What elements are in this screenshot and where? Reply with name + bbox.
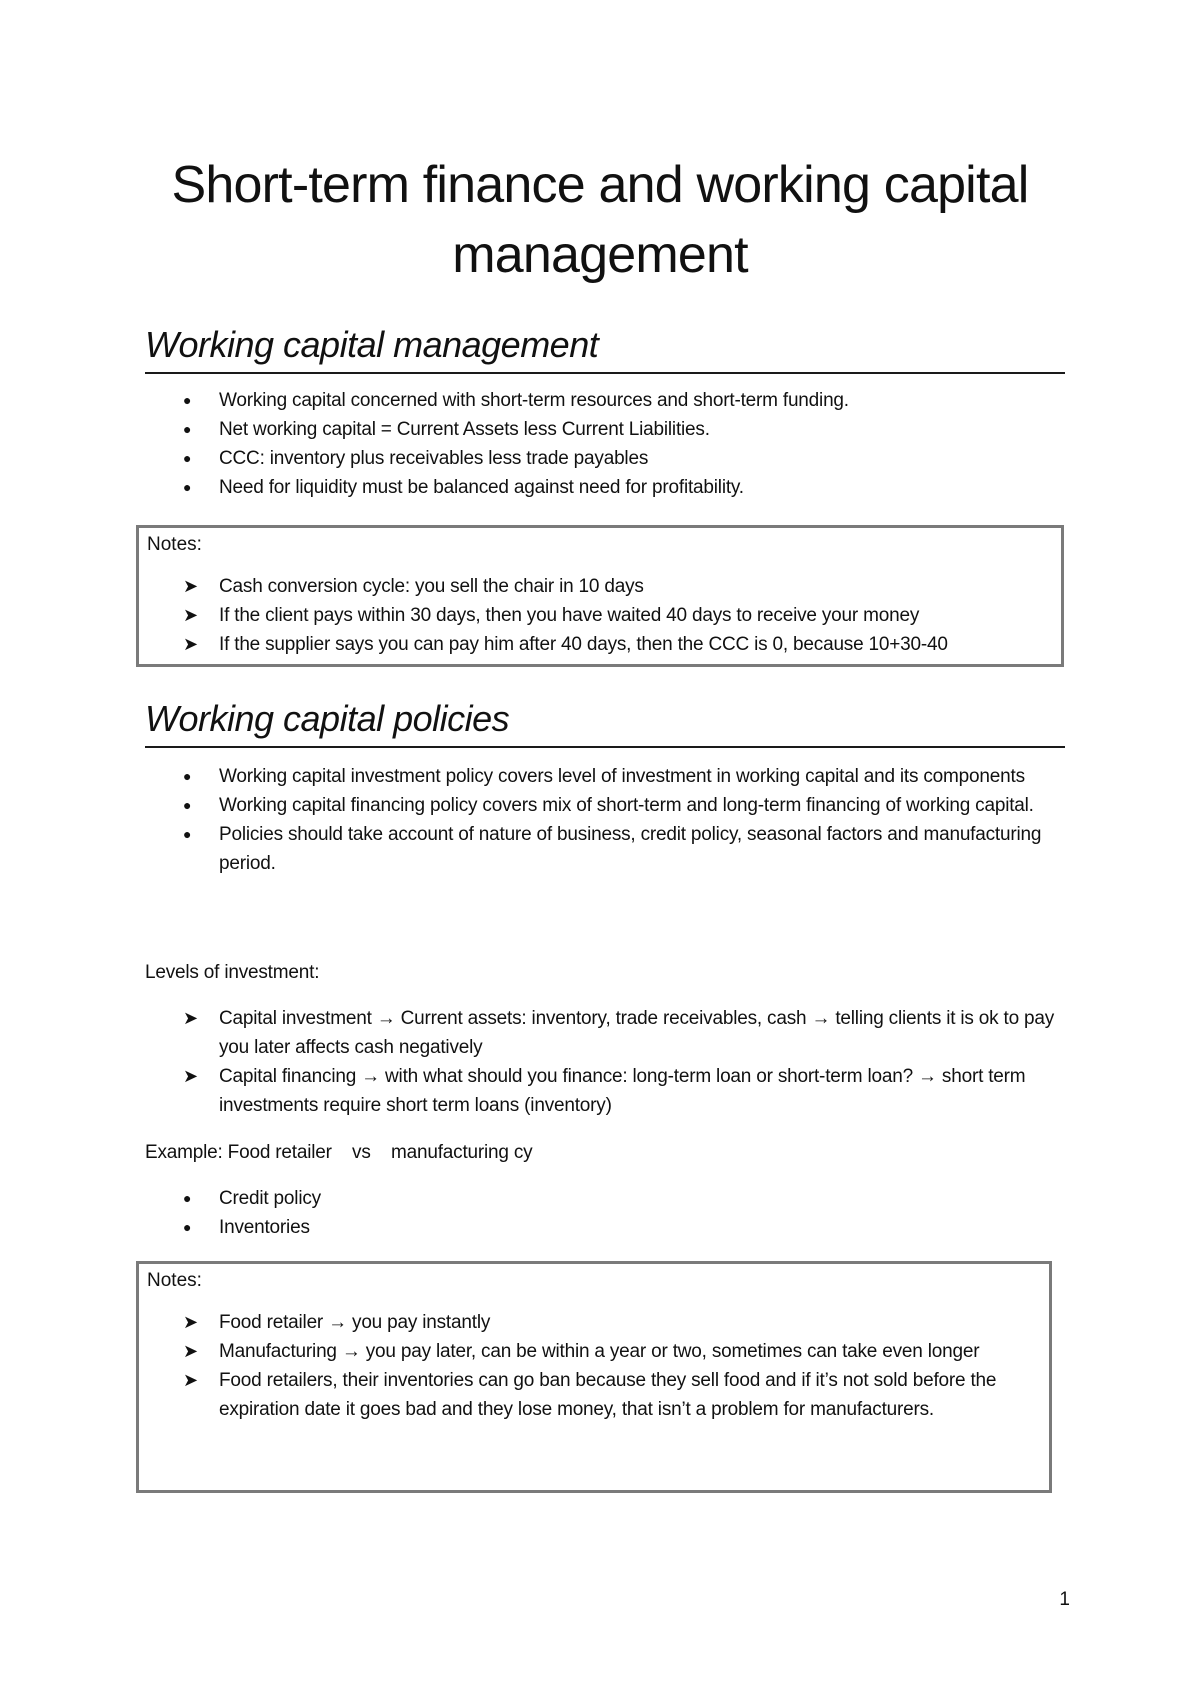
bullet-icon: ● [183,421,192,437]
list-item: ● Credit policy [145,1184,1065,1213]
list-item: ➤ Cash conversion cycle: you sell the chair in 10 days [145,572,1055,601]
arrow-bullet-icon: ➤ [183,605,198,625]
bullet-icon: ● [183,450,192,466]
notes-list [145,572,1055,659]
list-item: ➤ Capital financing → with what should you finance: long-term loan or short-term loan? → short term investments require short term loans (inventory) [145,1062,1075,1120]
list-item: ● Policies should take account of nature of business, credit policy, seasonal factors and manufacturing period. [145,820,1045,878]
bullet-icon: ● [183,1219,192,1235]
list-item: ● Working capital financing policy covers mix of short-term and long-term financing of working capital. [145,791,1045,820]
bullet-icon: ● [183,479,192,495]
section-heading-management: Working capital management [145,322,1065,374]
arrow-bullet-icon: ➤ [183,576,198,596]
example-text: Example: Food retailer vs manufacturing cy [145,1142,533,1163]
arrow-bullet-icon: ➤ [183,1341,198,1361]
list-item: ➤ If the supplier says you can pay him after 40 days, then the CCC is 0, because 10+30-40 [145,630,1055,659]
notes-label: Notes: [147,1270,202,1291]
section-heading-policies: Working capital policies [145,696,1065,748]
list-item: ● Inventories [145,1213,1065,1242]
policies-bullet-list [145,762,1045,878]
page-number: 1 [1059,1589,1070,1610]
bullet-icon: ● [183,1190,192,1206]
document-title: Short-term finance and working capital management [171,156,1029,284]
list-item: ● Working capital investment policy covers level of investment in working capital and its components [145,762,1045,791]
arrow-bullet-icon: ➤ [183,1066,198,1086]
notes-label: Notes: [147,534,202,555]
arrow-bullet-icon: ➤ [183,1008,198,1028]
arrow-bullet-icon: ➤ [183,1370,198,1390]
bullet-icon: ● [183,797,192,813]
example-bullet-list [145,1184,1065,1242]
levels-of-investment-label: Levels of investment: [145,962,320,983]
list-item: ➤ Manufacturing → you pay later, can be within a year or two, sometimes can take even longer [145,1337,1040,1366]
notes-box-policies [136,1261,1052,1493]
levels-list [145,1004,1075,1120]
list-item: ➤ If the client pays within 30 days, then you have waited 40 days to receive your money [145,601,1055,630]
bullet-icon: ● [183,768,192,784]
bullet-icon: ● [183,826,192,842]
list-item: ● Net working capital = Current Assets less Current Liabilities. [145,415,1065,444]
management-bullet-list [145,386,1065,502]
list-item: ● Working capital concerned with short-term resources and short-term funding. [145,386,1065,415]
arrow-bullet-icon: ➤ [183,634,198,654]
list-item: ➤ Capital investment → Current assets: inventory, trade receivables, cash → telling clients it is ok to pay you later affects cash negatively [145,1004,1075,1062]
list-item: ➤ Food retailer → you pay instantly [145,1308,1040,1337]
list-item: ● Need for liquidity must be balanced against need for profitability. [145,473,1065,502]
arrow-bullet-icon: ➤ [183,1312,198,1332]
list-item: ➤ Food retailers, their inventories can go ban because they sell food and if it’s not sold before the expiration date it goes bad and they lose money, that isn’t a problem for manufacturers. [145,1366,1040,1424]
notes-box-management [136,525,1064,667]
notes-list [145,1308,1040,1424]
list-item: ● CCC: inventory plus receivables less trade payables [145,444,1065,473]
bullet-icon: ● [183,392,192,408]
